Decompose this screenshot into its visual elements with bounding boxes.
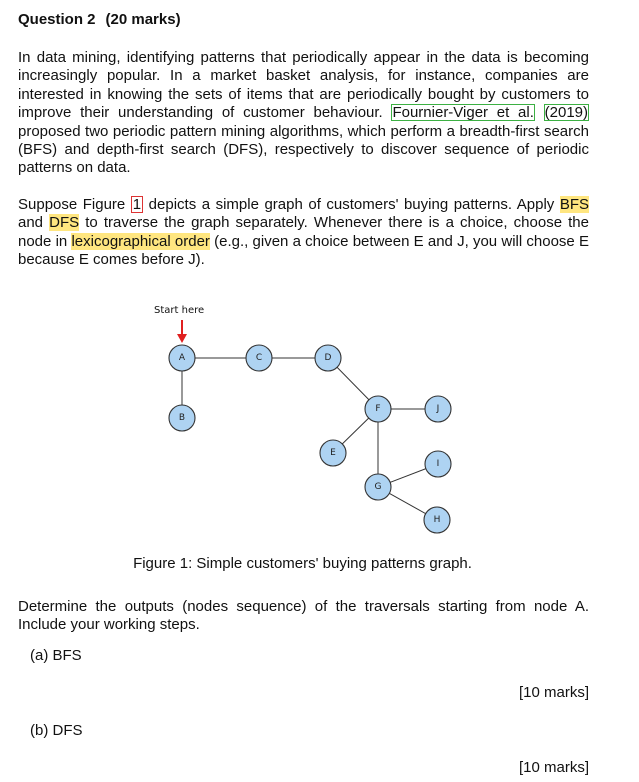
intro-text-end: proposed two periodic pattern mining algorithms, which perform a breadth-first search (BFS) and depth-first search (DFS), respectively to discover sequence of periodic patterns on data. — [18, 122, 589, 177]
graph-node-b — [169, 405, 195, 431]
graph-node-e — [320, 440, 346, 466]
graph-node-g — [365, 474, 391, 500]
node-label-d: D — [324, 353, 332, 363]
question-heading — [18, 11, 181, 28]
figure-reference-link[interactable]: 1 — [132, 196, 142, 213]
intro-paragraph — [18, 49, 589, 178]
task-text-3: and — [18, 214, 50, 232]
citation-year-link[interactable]: (2019) — [544, 104, 588, 122]
graph-node-j — [425, 396, 451, 422]
node-label-c: C — [255, 353, 263, 363]
graph-node-f — [365, 396, 391, 422]
node-label-f: F — [375, 404, 381, 414]
question-marks: (20 marks) — [105, 11, 181, 28]
question-title: Question 2 — [18, 11, 96, 28]
start-arrow-icon — [177, 320, 187, 343]
node-label-i: I — [436, 459, 440, 469]
node-label-e: E — [330, 448, 336, 458]
bfs-highlight: BFS — [559, 196, 589, 213]
intro-text-start: In data mining, identifying patterns that periodically appear in the data is becoming increasingly popular. In a market basket analysis, for instance, companies are interested in knowing the sets of items that are periodically bought by customers to improve their understanding of customer behaviour. — [18, 49, 589, 122]
part-b-marks: [10 marks] — [518, 759, 589, 776]
graph-node-c — [246, 345, 272, 371]
part-a-marks: [10 marks] — [518, 684, 589, 701]
task-paragraph — [18, 196, 589, 270]
graph-node-h — [424, 507, 450, 533]
start-here-label: Start here — [154, 305, 205, 316]
graph-node-d — [315, 345, 341, 371]
instruction-paragraph: Determine the outputs (nodes sequence) of the traversals starting from node A. Include your working steps. — [18, 598, 589, 634]
graph-edges — [182, 358, 438, 520]
figure-caption: Figure 1: Simple customers' buying patterns graph. — [133, 555, 472, 572]
node-label-h: H — [433, 515, 441, 525]
part-a-label: (a) BFS — [30, 647, 82, 664]
part-b-label: (b) DFS — [30, 722, 83, 739]
task-text-2: depicts a simple graph of customers' buying patterns. Apply — [143, 196, 560, 213]
node-label-a: A — [178, 353, 186, 363]
dfs-highlight: DFS — [49, 214, 80, 232]
buying-patterns-graph — [140, 298, 470, 538]
graph-node-i — [425, 451, 451, 477]
citation-author-link[interactable]: Fournier-Viger et al. — [392, 104, 534, 122]
node-label-g: G — [374, 482, 382, 492]
task-text-1: Suppose Figure — [18, 196, 131, 213]
task-text-4: to traverse the graph separately. Whenever there is a choice, choose the node in — [18, 214, 589, 250]
task-text-5: (e.g., given a choice between E and J, you will choose E because E comes before J). — [18, 232, 589, 269]
node-label-b: B — [178, 413, 186, 423]
node-label-j: J — [436, 404, 440, 414]
graph-node-a — [169, 345, 195, 371]
lexicographical-highlight: lexicographical order — [71, 232, 210, 250]
